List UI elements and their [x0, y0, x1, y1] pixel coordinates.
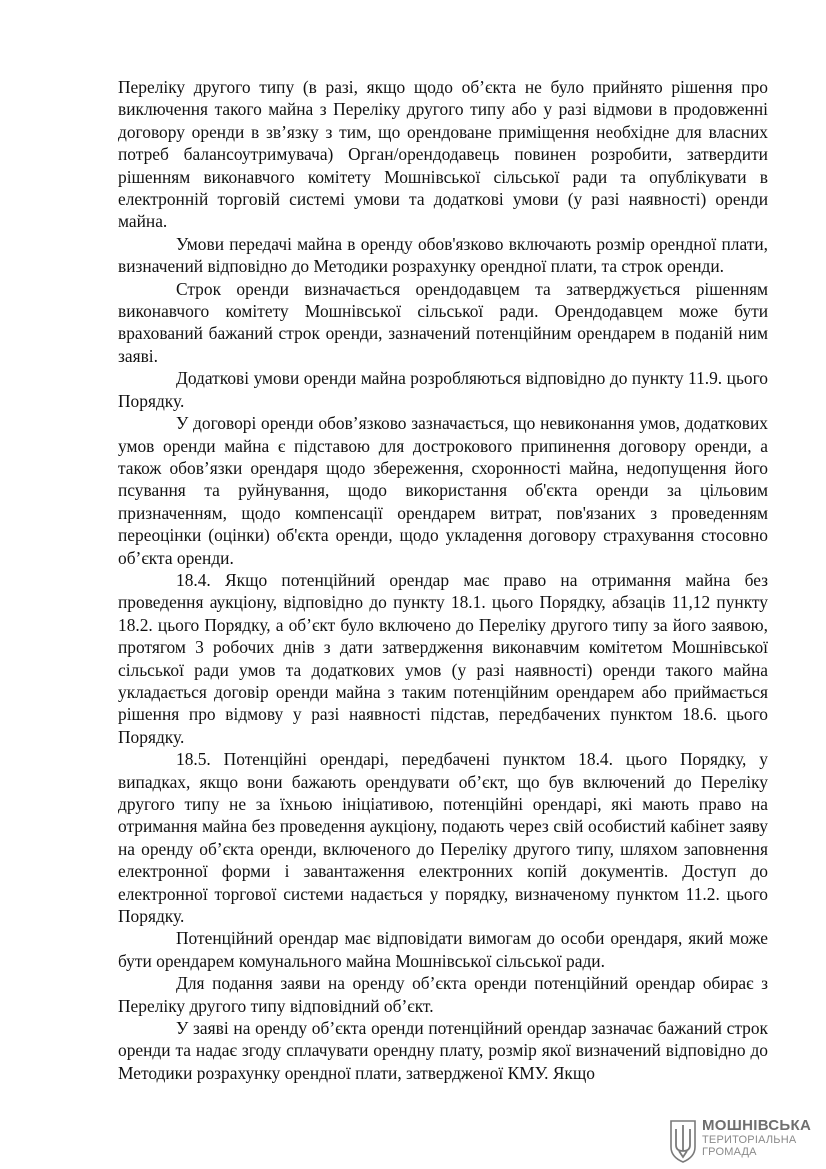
document-body [118, 76, 768, 1084]
paragraph: Переліку другого типу (в разі, якщо щодо об’єкта не було прийнято рішення про виключення такого майна з Переліку другого типу або у разі відмови в продовженні договору оренди в зв’язку з тим, що орендоване приміщення необхідне для власних потреб балансоутримувача) Орган/орендодавець повинен розробити, затвердити рішенням виконавчого комітету Мошнівської сільської ради та опублікувати в електронній торговій системі умови та додаткові умови (у разі наявності) оренди майна. [118, 77, 768, 232]
paragraph: Потенційний орендар має відповідати вимогам до особи орендаря, який може бути орендарем комунального майна Мошнівської сільської ради. [118, 928, 768, 971]
trident-icon [668, 1117, 698, 1163]
paragraph: Строк оренди визначається орендодавцем та затверджується рішенням виконавчого комітету Мошнівської сільської ради. Орендодавцем може бути врахований бажаний строк оренди, зазначений потенційним орендарем в поданій ним заяві. [118, 278, 768, 366]
community-logo [668, 1117, 818, 1163]
logo-subtitle: ГРОМАДА [702, 1146, 757, 1158]
logo-title: МОШНІВСЬКА [702, 1117, 812, 1134]
paragraph: У заяві на оренду об’єкта оренди потенційний орендар зазначає бажаний строк оренди та надає згоду сплачувати орендну плату, розмір якої визначений відповідно до Методики розрахунку орендної плати, затвердженої КМУ. Якщо [118, 1018, 768, 1083]
paragraph: У договорі оренди обов’язково зазначається, що невиконання умов, додаткових умов оренди майна є підставою для дострокового припинення договору оренди, а також обов’язки орендаря щодо збереження, схоронності майна, недопущення його псування та руйнування, щодо використання об'єкта оренди за цільовим призначенням, щодо компенсації орендарем витрат, пов'язаних з проведенням переоцінки (оцінки) об'єкта оренди, щодо укладення договору страхування стосовно об’єкта оренди. [118, 413, 768, 568]
paragraph: 18.4. Якщо потенційний орендар має право на отримання майна без проведення аукціону, відповідно до пункту 18.1. цього Порядку, абзаців 11,12 пункту 18.2. цього Порядку, а об’єкт було включено до Переліку другого типу за його заявою, протягом 3 робочих днів з дати затвердження виконавчим комітетом Мошнівської сільської ради умов та додаткових умов (у разі наявності) оренди такого майна укладається договір оренди майна з таким потенційним орендарем або приймається рішення про відмову у разі наявності підстав, передбачених пунктом 18.6. цього Порядку. [118, 569, 768, 747]
paragraph: Для подання заяви на оренду об’єкта оренди потенційний орендар обирає з Переліку другого типу відповідний об’єкт. [118, 973, 768, 1016]
paragraph: Умови передачі майна в оренду обов'язково включають розмір орендної плати, визначений відповідно до Методики розрахунку орендної плати, та строк оренди. [118, 233, 768, 277]
paragraph: 18.5. Потенційні орендарі, передбачені пунктом 18.4. цього Порядку, у випадках, якщо вони бажають орендувати об’єкт, що був включений до Переліку другого типу не за їхньою ініціативою, потенційні орендарі, які мають право на отримання майна без проведення аукціону, подають через свій особистий кабінет заяву на оренду об’єкта оренди, включеного до Переліку другого типу, шляхом заповнення електронної форми і завантаження електронних копій документів. Доступ до електронної торгової системи надається у порядку, визначеному пунктом 11.2. цього Порядку. [118, 749, 768, 927]
paragraph: Додаткові умови оренди майна розробляються відповідно до пункту 11.9. цього Порядку. [118, 368, 768, 411]
logo-subtitle: ТЕРИТОРІАЛЬНА [702, 1134, 797, 1146]
